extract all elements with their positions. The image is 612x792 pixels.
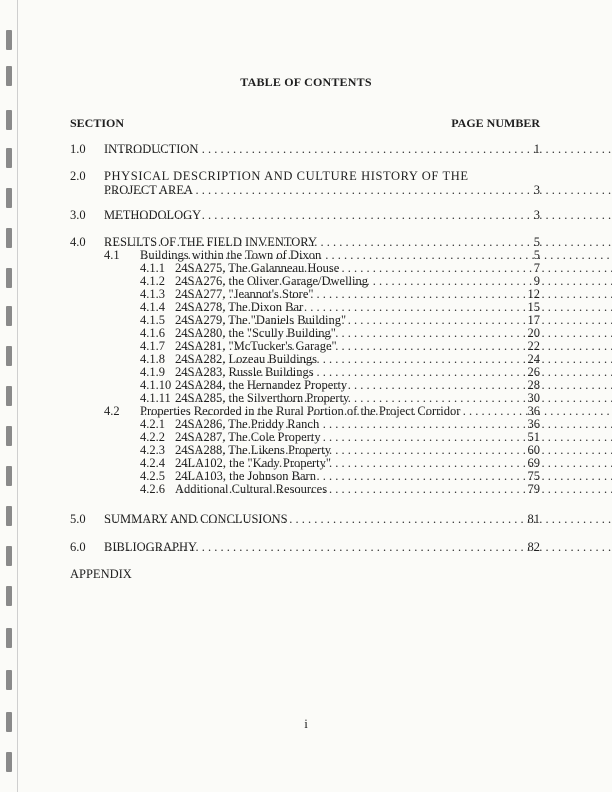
subsection-title: 24SA285, the Silverthorn Property xyxy=(175,391,350,405)
section-page: 82 xyxy=(527,540,540,554)
toc-subentry xyxy=(0,391,612,405)
subsection-title: 24LA103, the Johnson Barn xyxy=(175,469,316,483)
subsection-title: Additional Cultural Resources xyxy=(175,482,328,496)
subsection-number: 4.2.5 xyxy=(140,469,165,483)
subsection-page: 75 xyxy=(527,469,540,483)
subsection-number: 4.1.10 xyxy=(140,378,172,392)
section-page: 5 xyxy=(533,235,540,249)
page-number-column-header: PAGE NUMBER xyxy=(451,116,540,130)
subsection-page: 26 xyxy=(527,365,540,379)
section-title: INTRODUCTION xyxy=(104,142,199,156)
subsection-title: Buildings within the Town of Dixon xyxy=(140,248,322,262)
subsection-number: 4.2.2 xyxy=(140,430,165,444)
section-page: 1 xyxy=(533,142,540,156)
subsection-page: 28 xyxy=(527,378,540,392)
subsection-number: 4.1.8 xyxy=(140,352,165,366)
subsection-title: 24LA102, the "Kady Property" xyxy=(175,456,332,470)
toc-entry xyxy=(0,512,612,526)
subsection-title: 24SA284, the Hernandez Property xyxy=(175,378,348,392)
subsection-title: 24SA288, The Likens Property xyxy=(175,443,332,457)
subsection-page: 7 xyxy=(533,261,540,275)
section-title: SUMMARY AND CONCLUSIONS xyxy=(104,512,288,526)
subsection-page: 36 xyxy=(527,404,540,418)
subsection-page: 20 xyxy=(527,326,540,340)
toc-entry xyxy=(0,142,612,156)
section-title-continued: PROJECT AREA xyxy=(104,183,194,197)
section-number: 1.0 xyxy=(70,142,86,156)
appendix-label: APPENDIX xyxy=(70,567,132,581)
toc-subentry xyxy=(0,287,612,301)
page-number: i xyxy=(304,716,308,731)
section-page: 3 xyxy=(533,183,540,197)
subsection-title: 24SA276, the Oliver Garage/Dwelling xyxy=(175,274,369,288)
toc-subentry xyxy=(0,365,612,379)
section-title: BIBLIOGRAPHY xyxy=(104,540,198,554)
section-number: 4.0 xyxy=(70,235,86,249)
subsection-page: 36 xyxy=(527,417,540,431)
subsection-number: 4.1.3 xyxy=(140,287,165,301)
toc-entry xyxy=(0,235,612,249)
section-column-header: SECTION xyxy=(70,116,125,130)
subsection-number: 4.1.11 xyxy=(140,391,171,405)
subsection-page: 79 xyxy=(527,482,540,496)
subsection-number: 4.1.1 xyxy=(140,261,165,275)
subsection-number: 4.2.6 xyxy=(140,482,165,496)
subsection-title: 24SA277, "Jeannot's Store" xyxy=(175,287,314,301)
subsection-page: 17 xyxy=(527,313,540,327)
subsection-title: 24SA283, Russle Buildings xyxy=(175,365,314,379)
subsection-title: 24SA282, Lozeau Buildings xyxy=(175,352,318,366)
subsection-title: Properties Recorded in the Rural Portion of the Project Corridor xyxy=(140,404,461,418)
subsection-number: 4.1.7 xyxy=(140,339,165,353)
toc-entry xyxy=(0,208,612,222)
toc-subentry xyxy=(0,430,612,444)
section-title: PHYSICAL DESCRIPTION AND CULTURE HISTORY OF THE xyxy=(104,169,469,183)
subsection-number: 4.2.3 xyxy=(140,443,165,457)
toc-subentry xyxy=(0,261,612,275)
toc-entry xyxy=(0,169,612,183)
subsection-number: 4.1 xyxy=(104,248,120,262)
toc-entry xyxy=(0,540,612,554)
section-number: 3.0 xyxy=(70,208,86,222)
subsection-title: 24SA280, the "Scully Building" xyxy=(175,326,336,340)
section-title: RESULTS OF THE FIELD INVENTORY xyxy=(104,235,317,249)
toc-subentry xyxy=(0,456,612,470)
section-page: 81 xyxy=(527,512,540,526)
subsection-title: 24SA278, The Dixon Bar xyxy=(175,300,304,314)
subsection-page: 5 xyxy=(533,248,540,262)
toc-subentry xyxy=(0,326,612,340)
toc-subentry xyxy=(0,469,612,483)
subsection-title: 24SA281, "McTucker's Garage" xyxy=(175,339,337,353)
subsection-page: 22 xyxy=(527,339,540,353)
subsection-number: 4.1.6 xyxy=(140,326,165,340)
subsection-number: 4.2.1 xyxy=(140,417,165,431)
toc-subentry xyxy=(0,417,612,431)
toc-subentry xyxy=(0,313,612,327)
section-number: 6.0 xyxy=(70,540,86,554)
subsection-title: 24SA279, The "Daniels Building" xyxy=(175,313,347,327)
subsection-page: 30 xyxy=(527,391,540,405)
toc-subentry xyxy=(0,404,612,418)
toc-subentry xyxy=(0,248,612,262)
page-title: TABLE OF CONTENTS xyxy=(240,75,372,89)
toc-subentry xyxy=(0,378,612,392)
subsection-number: 4.1.4 xyxy=(140,300,165,314)
subsection-number: 4.1.9 xyxy=(140,365,165,379)
subsection-title: 24SA286, The Priddy Ranch xyxy=(175,417,320,431)
section-page: 3 xyxy=(533,208,540,222)
subsection-number: 4.2 xyxy=(104,404,120,418)
toc-subentry xyxy=(0,300,612,314)
subsection-number: 4.2.4 xyxy=(140,456,165,470)
subsection-page: 51 xyxy=(527,430,540,444)
subsection-title: 24SA287, The Cole Property xyxy=(175,430,321,444)
subsection-page: 12 xyxy=(527,287,540,301)
toc-subentry xyxy=(0,339,612,353)
toc-subentry xyxy=(0,443,612,457)
subsection-page: 9 xyxy=(533,274,540,288)
subsection-page: 24 xyxy=(527,352,540,366)
subsection-number: 4.1.2 xyxy=(140,274,165,288)
subsection-page: 15 xyxy=(527,300,540,314)
toc-subentry xyxy=(0,352,612,366)
section-number: 5.0 xyxy=(70,512,86,526)
subsection-page: 69 xyxy=(527,456,540,470)
subsection-title: 24SA275, The Galanneau House xyxy=(175,261,340,275)
toc-entry-continued xyxy=(0,183,612,197)
toc-subentry xyxy=(0,482,612,496)
subsection-page: 60 xyxy=(527,443,540,457)
toc-subentry xyxy=(0,274,612,288)
subsection-number: 4.1.5 xyxy=(140,313,165,327)
section-title: METHODOLOGY xyxy=(104,208,202,222)
appendix-entry xyxy=(0,567,612,581)
section-number: 2.0 xyxy=(70,169,86,183)
